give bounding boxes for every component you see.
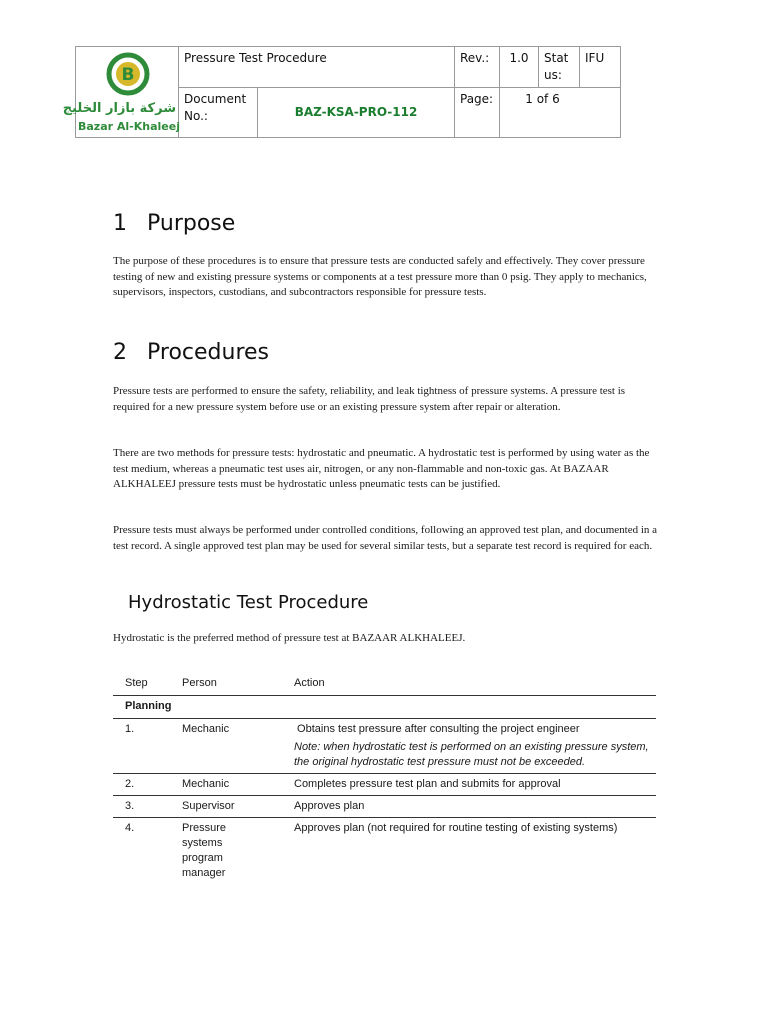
step-person: Mechanic: [170, 719, 282, 774]
svg-text:B: B: [121, 65, 135, 85]
procedures-paragraph-3: Pressure tests must always be performed under controlled conditions, following an approved test plan, and documented in a test record. A single approved test plan may be used for several similar tests, but a separate test record is required for each.: [113, 524, 658, 552]
step-action: Approves plan (not required for routine testing of existing systems): [294, 822, 618, 834]
section-title: Procedures: [147, 340, 269, 365]
step-number: 4.: [125, 822, 135, 834]
page-label: Page:: [455, 88, 500, 138]
column-header-person: Person: [170, 674, 282, 696]
step-person: Supervisor: [170, 796, 282, 818]
step-person: Pressure systems program manager: [182, 822, 227, 879]
step-note: Note: when hydrostatic test is performed on an existing pressure system, the original hydrostatic test pressure must not be exceeded.: [294, 741, 649, 768]
table-row: [113, 774, 656, 796]
step-number: 3.: [113, 796, 170, 818]
table-row: [113, 796, 656, 818]
column-header-action: Action: [282, 674, 656, 696]
section-number: 1: [113, 211, 127, 236]
section-purpose-heading: [113, 211, 235, 236]
step-person: Mechanic: [170, 774, 282, 796]
step-action: Completes pressure test plan and submits for approval: [282, 774, 656, 796]
steps-table: [113, 674, 656, 884]
hydrostatic-heading: Hydrostatic Test Procedure: [128, 592, 369, 613]
step-number: 1.: [113, 719, 170, 774]
logo-arabic-text: شركة بازار الخليج: [62, 101, 176, 116]
step-action-text: Obtains test pressure after consulting the project engineer: [294, 723, 580, 735]
table-row: [113, 719, 656, 774]
step-action: Approves plan: [282, 796, 656, 818]
procedures-paragraph-2: There are two methods for pressure tests: hydrostatic and pneumatic. A hydrostatic test is performed by using water as the test medium, whereas a pneumatic test uses air, nitrogen, or any non-flammable and non-toxic gas. At BAZAAR ALKHALEEJ pressure tests must be hydrostatic unless pneumatic tests can be justified.: [113, 447, 650, 490]
logo-english-text: Bazar Al-Khaleej: [78, 120, 180, 133]
rev-label: Rev.:: [455, 47, 500, 88]
section-title: Purpose: [147, 211, 236, 236]
group-label: Planning: [113, 696, 656, 719]
status-value: IFU: [580, 47, 621, 88]
rev-value: 1.0: [500, 47, 539, 88]
status-label: Status:: [539, 47, 580, 88]
document-number-label: Document No.:: [179, 88, 258, 138]
title-cell: Pressure Test Procedure: [179, 47, 455, 88]
procedures-paragraph-1: Pressure tests are performed to ensure the safety, reliability, and leak tightness of pressure systems. A pressure test is required for a new pressure system before use or an existing pressure system after repair or alteration.: [113, 385, 626, 413]
purpose-paragraph: The purpose of these procedures is to ensure that pressure tests are conducted safely and effectively. They cover pressure testing of new and existing pressure systems or components at a test pressure more than 0 psig. They apply to mechanics, supervisors, inspectors, custodians, and subcontractors responsible for pressure tests.: [113, 255, 647, 298]
page-value: 1 of 6: [500, 88, 621, 138]
section-procedures-heading: [113, 340, 269, 365]
document-number-value: BAZ-KSA-PRO-112: [258, 88, 455, 138]
section-number: 2: [113, 340, 127, 365]
company-logo: [62, 48, 180, 136]
step-action: [282, 719, 656, 774]
column-header-step: Step: [113, 674, 170, 696]
table-header-row: [113, 674, 656, 696]
company-logo-icon: [106, 52, 150, 96]
hydrostatic-intro: Hydrostatic is the preferred method of pressure test at BAZAAR ALKHALEEJ.: [113, 632, 466, 644]
step-number: 2.: [113, 774, 170, 796]
logo-cell: [62, 47, 180, 138]
group-row-planning: [113, 696, 656, 719]
document-header: [62, 46, 621, 138]
table-row: [113, 818, 656, 885]
